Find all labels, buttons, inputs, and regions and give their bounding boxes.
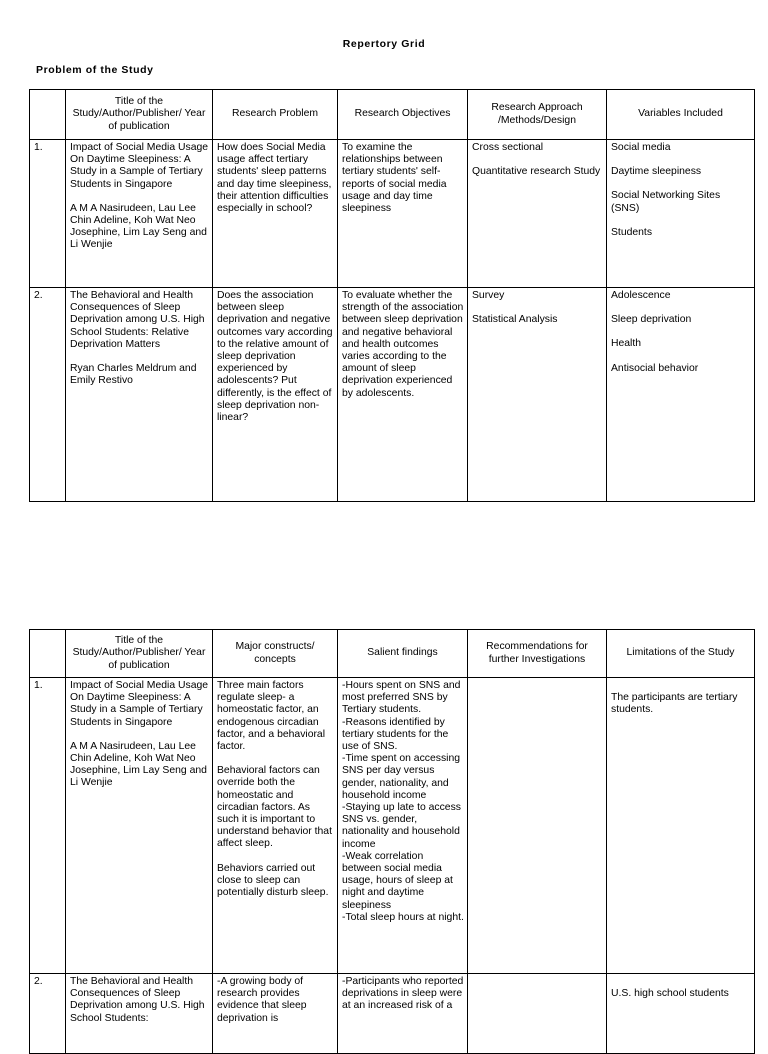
salient-findings — [338, 678, 468, 974]
limitations-text: The participants are tertiary students. — [611, 692, 738, 716]
variable-item: Daytime sleepiness — [611, 166, 702, 178]
variable-item: Adolescence — [611, 290, 671, 301]
variable-item: Health — [611, 338, 642, 350]
limitations-text: U.S. high school students — [611, 988, 729, 999]
header-recommendations: Recommendations for further Investigations — [468, 630, 607, 678]
study-title-cell — [66, 140, 213, 288]
study-title: The Behavioral and Health Consequences of Sleep Deprivation among U.S. High School Students: — [70, 976, 205, 1024]
row-number: 1. — [30, 140, 66, 288]
research-objectives-text: To examine the relationships between tertiary students' self-reports of social media usage and day time sleepiness — [342, 142, 447, 215]
header-major-constructs: Major constructs/ concepts — [213, 630, 338, 678]
research-approach — [468, 140, 607, 288]
research-objectives-text: To evaluate whether the strength of the association between sleep deprivation and negative behavioral and health outcomes varies according to the amount of sleep deprivation experienced by adolescents. — [342, 290, 464, 399]
header-variables: Variables Included — [607, 90, 755, 140]
header-limitations: Limitations of the Study — [607, 630, 755, 678]
table-row — [30, 288, 755, 502]
recommendations — [468, 974, 607, 1054]
construct-paragraph: Behavioral factors can override both the homeostatic and circadian factors. As such it is important to understand behavior that affect sleep. — [217, 765, 332, 850]
variable-item: Students — [611, 226, 653, 238]
research-approach — [468, 288, 607, 502]
construct-paragraph: Three main factors regulate sleep- a homeostatic factor, an endogenous circadian factor, and a behavioral factor. — [217, 680, 326, 753]
research-problem-text: Does the association between sleep deprivation and negative outcomes vary according to the relative amount of sleep deprivation experienced by adolescents? Put differently, is the effect of sleep deprivation non-linear? — [217, 290, 333, 424]
major-constructs — [213, 974, 338, 1054]
salient-findings — [338, 974, 468, 1054]
repertory-grid-table-2 — [29, 629, 755, 1054]
variable-item: Social media — [611, 142, 671, 153]
approach-item: Quantitative research Study — [472, 166, 601, 178]
research-objectives — [338, 288, 468, 502]
major-constructs — [213, 678, 338, 974]
header-research-objectives: Research Objectives — [338, 90, 468, 140]
section-heading: Problem of the Study — [36, 64, 154, 76]
limitations — [607, 974, 755, 1054]
construct-paragraph: -A growing body of research provides evidence that sleep deprivation is — [217, 976, 307, 1024]
approach-item: Survey — [472, 290, 505, 301]
research-problem-text: How does Social Media usage affect tertiary students' sleep patterns and day time sleepiness, their attention difficulties especially in school? — [217, 142, 332, 215]
variables-included — [607, 288, 755, 502]
salient-findings-text: -Hours spent on SNS and most preferred SNS by Tertiary students. -Reasons identified by tertiary students for the use of SNS. -Time spent on accessing SNS per day versus gender, nationality, and household income -Staying up late to access SNS vs. gender, nationality and household income -Weak correlation between social media usage, hours of sleep at night and daytime sleepiness -Total sleep hours at night. — [342, 680, 464, 923]
variable-item: Antisocial behavior — [611, 362, 699, 374]
study-authors: Ryan Charles Meldrum and Emily Restivo — [70, 363, 197, 387]
row-number: 2. — [30, 288, 66, 502]
table-row — [30, 140, 755, 288]
repertory-grid-table-1 — [29, 89, 755, 502]
research-problem — [213, 288, 338, 502]
header-number — [30, 90, 66, 140]
study-authors: A M A Nasirudeen, Lau Lee Chin Adeline, Koh Wat Neo Josephine, Lim Lay Seng and Li Wenjie — [70, 202, 207, 251]
variable-item: Social Networking Sites (SNS) — [611, 190, 721, 214]
table-row — [30, 678, 755, 974]
study-title-cell — [66, 678, 213, 974]
approach-item: Cross sectional — [472, 142, 544, 153]
variable-item: Sleep deprivation — [611, 314, 692, 326]
variables-included — [607, 140, 755, 288]
row-number: 1. — [30, 678, 66, 974]
header-research-problem: Research Problem — [213, 90, 338, 140]
study-title-cell — [66, 974, 213, 1054]
header-salient-findings: Salient findings — [338, 630, 468, 678]
study-authors: A M A Nasirudeen, Lau Lee Chin Adeline, Koh Wat Neo Josephine, Lim Lay Seng and Li Wenjie — [70, 740, 207, 789]
recommendations — [468, 678, 607, 974]
header-research-approach: Research Approach /Methods/Design — [468, 90, 607, 140]
document-title: Repertory Grid — [342, 38, 426, 50]
table-header-row — [30, 90, 755, 140]
study-title: The Behavioral and Health Consequences of Sleep Deprivation among U.S. High School Students: Relative Deprivation Matters — [70, 290, 205, 350]
header-title: Title of the Study/Author/Publisher/ Year of publication — [66, 630, 213, 678]
row-number: 2. — [30, 974, 66, 1054]
research-problem — [213, 140, 338, 288]
header-title: Title of the Study/Author/Publisher/ Year of publication — [66, 90, 213, 140]
research-objectives — [338, 140, 468, 288]
study-title: Impact of Social Media Usage On Daytime Sleepiness: A Study in a Sample of Tertiary Students in Singapore — [70, 142, 209, 190]
construct-paragraph: Behaviors carried out close to sleep can potentially disturb sleep. — [217, 862, 329, 899]
header-number — [30, 630, 66, 678]
table-header-row — [30, 630, 755, 678]
approach-item: Statistical Analysis — [472, 314, 558, 326]
table-row — [30, 974, 755, 1054]
study-title-cell — [66, 288, 213, 502]
salient-findings-text: -Participants who reported deprivations in sleep were at an increased risk of a — [342, 976, 464, 1012]
study-title: Impact of Social Media Usage On Daytime Sleepiness: A Study in a Sample of Tertiary Students in Singapore — [70, 680, 209, 728]
limitations — [607, 678, 755, 974]
